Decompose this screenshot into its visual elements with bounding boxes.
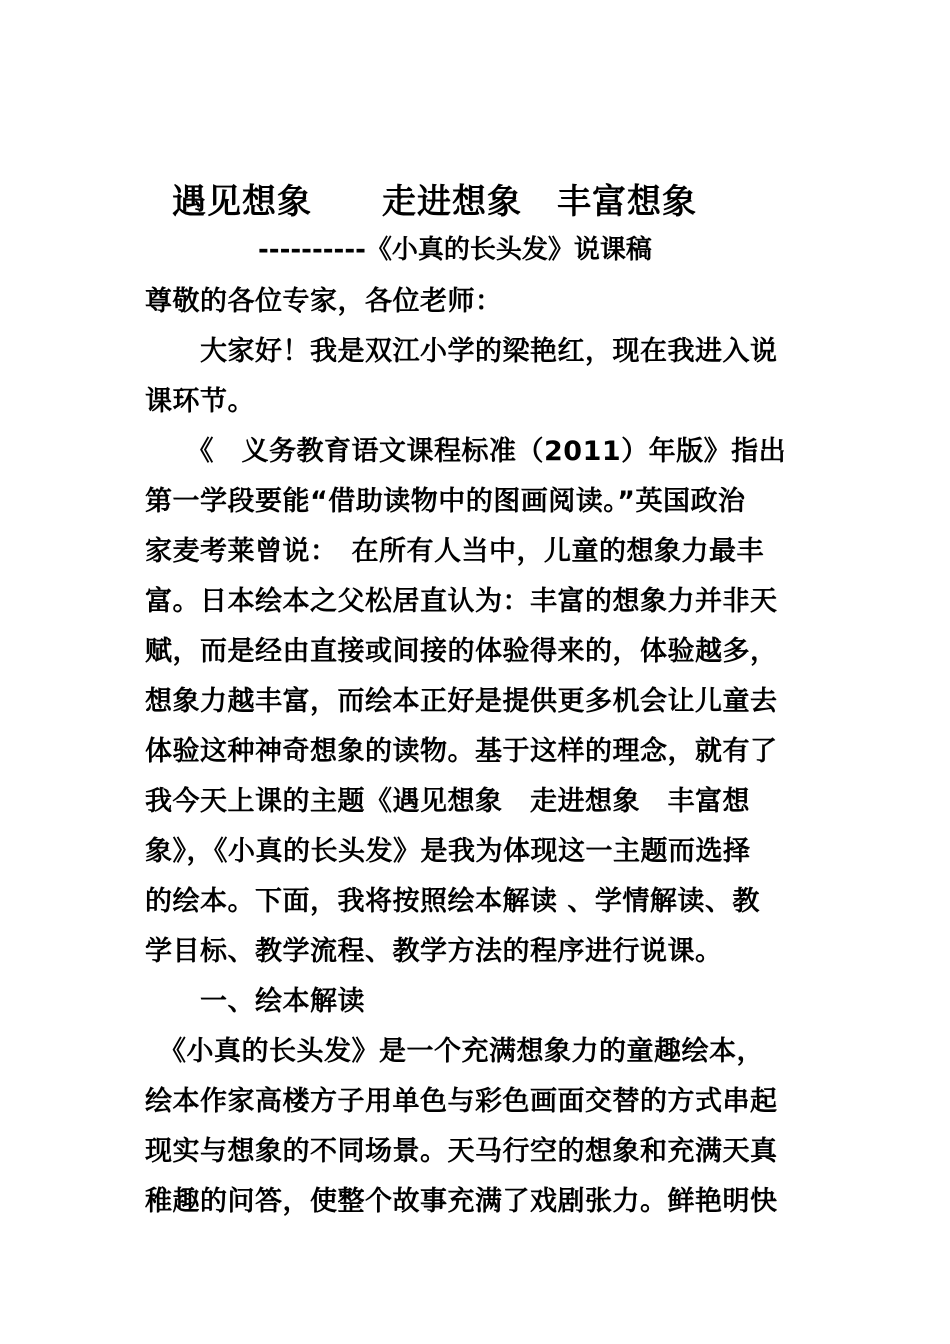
document-title: 遇见想象 走进想象 丰富想象 [172,182,697,222]
section-heading: 一、绘本解读 [145,986,365,1017]
body-line: 课环节。 [145,386,255,417]
body-line: 我今天上课的主题《遇见想象 走进想象 丰富想 [145,786,750,817]
body-line: 绘本作家高楼方子用单色与彩色画面交替的方式串起 [145,1086,778,1117]
body-line: 尊敬的各位专家，各位老师： [145,286,503,317]
body-line: 想象力越丰富，而绘本正好是提供更多机会让儿童去 [145,686,778,717]
body-line: 《 义务教育语文课程标准（2011）年版》指出 [145,436,787,467]
body-line: 第一学段要能“借助读物中的图画阅读。”英国政治 [145,486,746,517]
body-line: 家麦考莱曾说： 在所有人当中，儿童的想象力最丰 [145,536,764,567]
body-line: 富。日本绘本之父松居直认为：丰富的想象力并非天 [145,586,778,617]
body-line: 稚趣的问答，使整个故事充满了戏剧张力。鲜艳明快 [145,1186,778,1217]
body-line: 体验这种神奇想象的读物。基于这样的理念，就有了 [145,736,778,767]
body-line: 《小真的长头发》是一个充满想象力的童趣绘本， [145,1036,764,1067]
body-line: 学目标、教学流程、教学方法的程序进行说课。 [145,936,723,967]
body-line: 赋，而是经由直接或间接的体验得来的，体验越多， [145,636,778,667]
body-line: 象》，《小真的长头发》是我为体现这一主题而选择 [145,836,751,867]
body-line: 大家好！我是双江小学的梁艳红，现在我进入说 [145,336,778,367]
document-subtitle: ----------《小真的长头发》说课稿 [258,235,652,265]
body-line: 的绘本。下面，我将按照绘本解读 、学情解读、教 [145,886,760,917]
body-line: 现实与想象的不同场景。天马行空的想象和充满天真 [145,1136,778,1167]
